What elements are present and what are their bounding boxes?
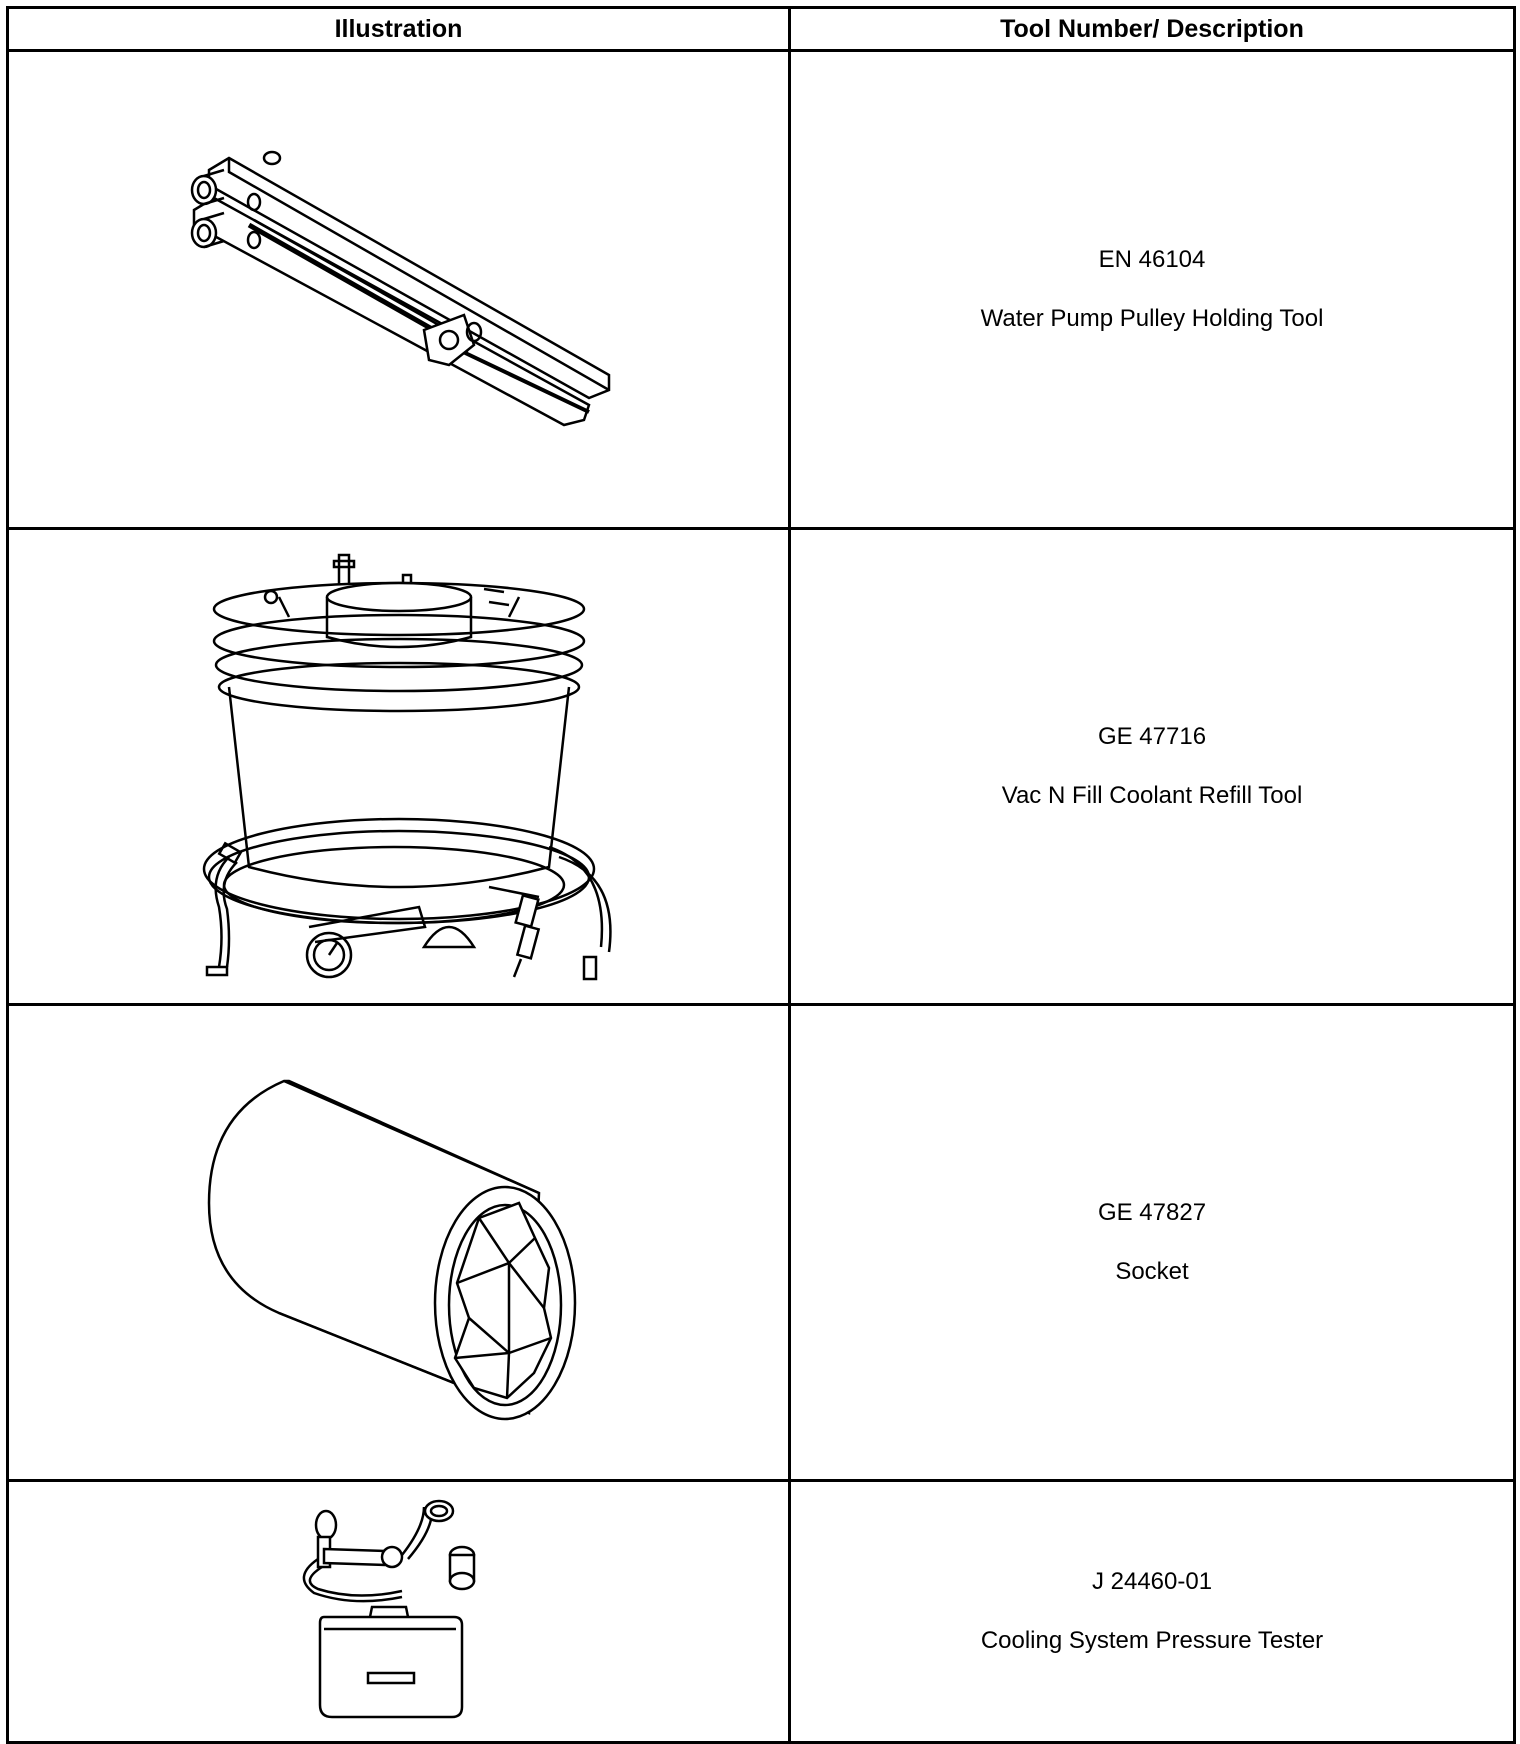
tool-number: J 24460-01: [1091, 1567, 1213, 1595]
coolant-refill-tool-icon: [189, 547, 609, 987]
illustration-cell: [8, 51, 790, 529]
header-tool-number-description: Tool Number/ Description: [790, 8, 1515, 51]
illustration-cell: [8, 529, 790, 1005]
tool-number: GE 47716: [1097, 722, 1207, 750]
tool-number: EN 46104: [1098, 245, 1206, 273]
socket-icon: [189, 1053, 609, 1433]
illustration-cell: [8, 1481, 790, 1743]
tool-description: Water Pump Pulley Holding Tool: [980, 304, 1324, 332]
illustration-cell: [8, 1005, 790, 1481]
tool-description-cell: [790, 51, 1515, 529]
tool-number: GE 47827: [1097, 1198, 1207, 1226]
table-row: [8, 1005, 1515, 1481]
table-row: [8, 51, 1515, 529]
tool-description: Socket: [1115, 1257, 1189, 1285]
tool-description-cell: [790, 1005, 1515, 1481]
pressure-tester-icon: [284, 1497, 514, 1727]
tool-description-cell: [790, 1481, 1515, 1743]
table-row: [8, 529, 1515, 1005]
tool-description: Vac N Fill Coolant Refill Tool: [1001, 781, 1303, 809]
special-tools-table: [6, 6, 1516, 1744]
header-illustration: Illustration: [8, 8, 790, 51]
tool-description: Cooling System Pressure Tester: [980, 1626, 1324, 1654]
table-row: [8, 1481, 1515, 1743]
tool-description-cell: [790, 529, 1515, 1005]
table-header-row: [8, 8, 1515, 51]
pulley-holding-tool-icon: [169, 150, 629, 430]
